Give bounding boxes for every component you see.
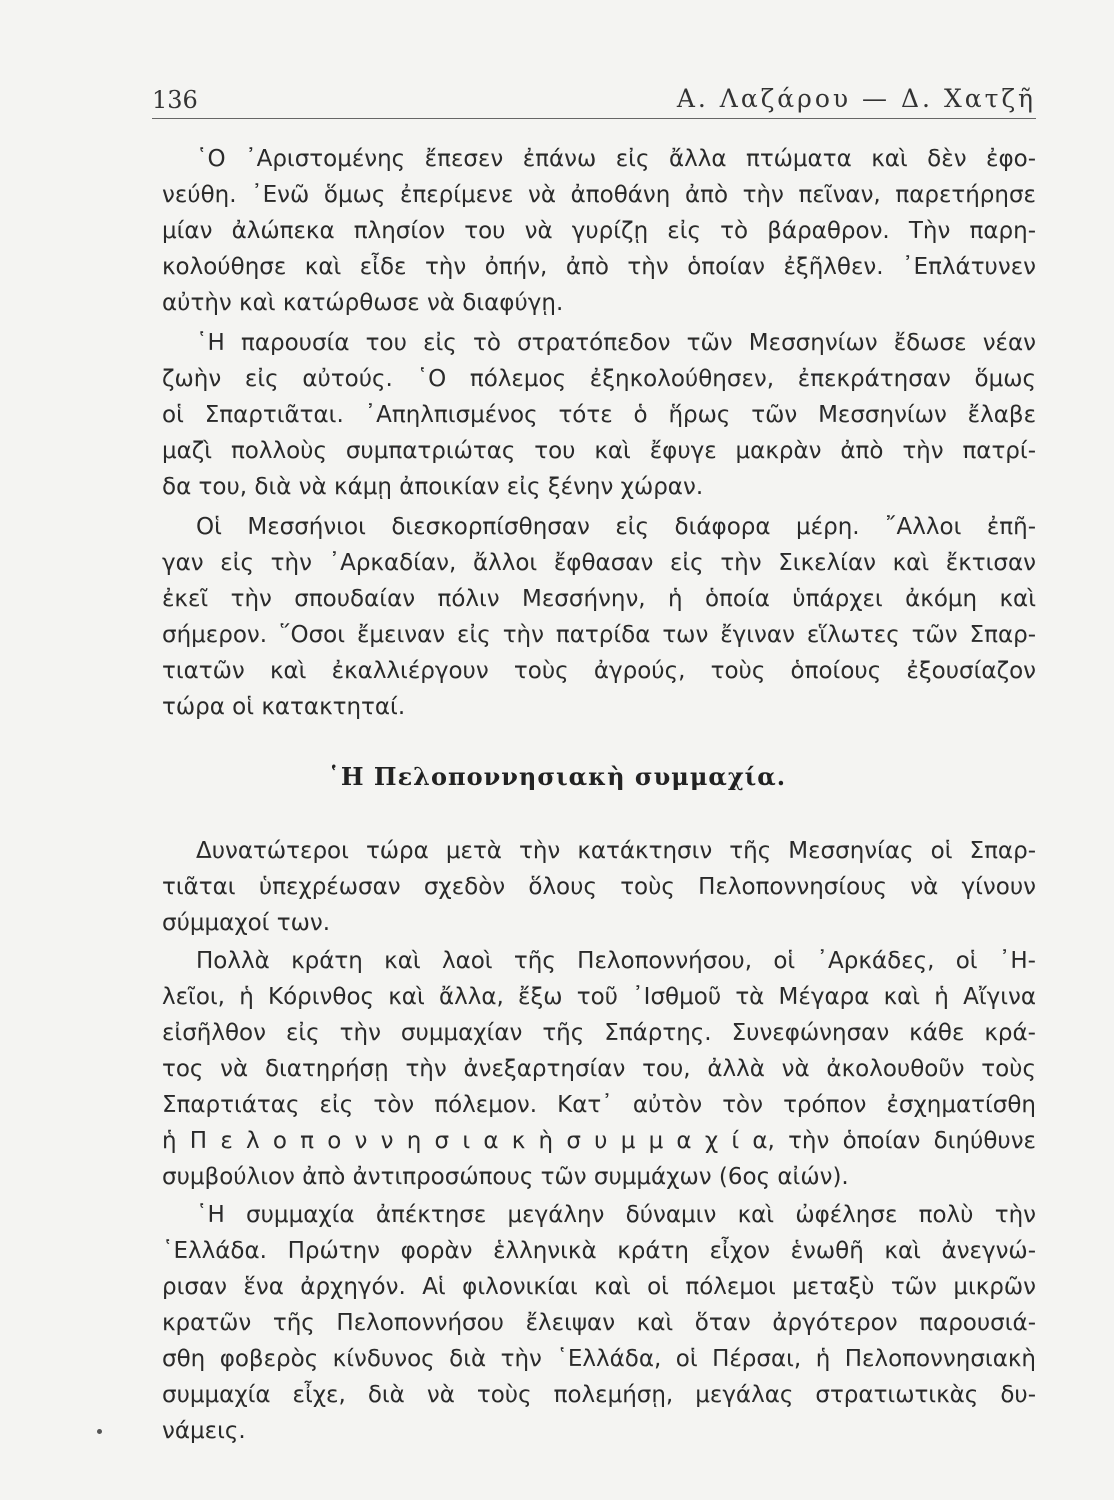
text-line: τος νὰ διατηρήσῃ τὴν ἀνεξαρτησίαν του, ἀλλὰ νὰ ἀκολουθοῦν τοὺς [162, 1056, 1036, 1082]
header-rule [152, 118, 1036, 119]
text-line: εἰσῆλθον εἰς τὴν συμμαχίαν τῆς Σπάρτης. Συνεφώνησαν κάθε κρά- [162, 1020, 1036, 1046]
text-line: μαζὶ πολλοὺς συμπατριώτας του καὶ ἔφυγε μακρὰν ἀπὸ τὴν πατρί- [162, 438, 1036, 464]
text-line: ἡ Π ε λ ο π ο ν ν η σ ι α κ ὴ σ υ μ μ α χ ί α, τὴν ὁποίαν διηύθυνε [162, 1128, 1036, 1154]
text-line: ρισαν ἕνα ἀρχηγόν. Αἱ φιλονικίαι καὶ οἱ πόλεμοι μεταξὺ τῶν μικρῶν [162, 1274, 1036, 1300]
section-heading: ῾Η Πελοποννησιακὴ συμμαχία. [327, 762, 787, 791]
text-line: γαν εἰς τὴν ᾿Αρκαδίαν, ἄλλοι ἔφθασαν εἰς τὴν Σικελίαν καὶ ἔκτισαν [162, 550, 1036, 576]
text-line: σθη φοβερὸς κίνδυνος διὰ τὴν ῾Ελλάδα, οἱ Πέρσαι, ἡ Πελοποννησιακὴ [162, 1346, 1036, 1372]
margin-dot [97, 1429, 102, 1434]
text-line: κολούθησε καὶ εἶδε τὴν ὀπήν, ἀπὸ τὴν ὁποίαν ἐξῆλθεν. ᾿Επλάτυνεν [162, 254, 1036, 280]
text-line: συμμαχία εἶχε, διὰ νὰ τοὺς πολεμήσῃ, μεγάλας στρατιωτικὰς δυ- [162, 1382, 1036, 1408]
text-line: τιᾶται ὑπεχρέωσαν σχεδὸν ὅλους τοὺς Πελοποννησίους νὰ γίνουν [162, 874, 1036, 900]
text-line: λεῖοι, ἡ Κόρινθος καὶ ἄλλα, ἔξω τοῦ ᾿Ισθμοῦ τὰ Μέγαρα καὶ ἡ Αἴγινα [162, 984, 1036, 1010]
text-line: ῾Ελλάδα. Πρώτην φορὰν ἑλληνικὰ κράτη εἶχον ἑνωθῆ καὶ ἀνεγνώ- [162, 1238, 1036, 1264]
text-line: ἐκεῖ τὴν σπουδαίαν πόλιν Μεσσήνην, ἡ ὁποία ὑπάρχει ἀκόμη καὶ [162, 586, 1036, 612]
page-header [152, 80, 1036, 120]
running-head: Α. Λαζάρου — Δ. Χατζῆ [676, 84, 1036, 113]
text-line: συμβούλιον ἀπὸ ἀντιπροσώπους τῶν συμμάχων (6ος αἰών). [162, 1164, 849, 1190]
text-line: νάμεις. [162, 1418, 246, 1444]
text-line: ζωὴν εἰς αὐτούς. ῾Ο πόλεμος ἐξηκολούθησεν, ἐπεκράτησαν ὅμως [162, 366, 1036, 392]
text-line: Οἱ Μεσσήνιοι διεσκορπίσθησαν εἰς διάφορα μέρη. ῎Αλλοι ἐπῆ- [196, 514, 1036, 540]
text-line: δα του, διὰ νὰ κάμῃ ἀποικίαν εἰς ξένην χώραν. [162, 474, 704, 500]
text-line: ῾Η παρουσία του εἰς τὸ στρατόπεδον τῶν Μεσσηνίων ἔδωσε νέαν [196, 330, 1036, 356]
text-line: ῾Η συμμαχία ἀπέκτησε μεγάλην δύναμιν καὶ ὠφέλησε πολὺ τὴν [196, 1202, 1036, 1228]
text-line: σήμερον. ῞Οσοι ἔμειναν εἰς τὴν πατρίδα των ἔγιναν εἵλωτες τῶν Σπαρ- [162, 622, 1036, 648]
text-line: οἱ Σπαρτιᾶται. ᾿Απηλπισμένος τότε ὁ ἥρως τῶν Μεσσηνίων ἔλαβε [162, 402, 1036, 428]
text-line: Σπαρτιάτας εἰς τὸν πόλεμον. Κατ᾿ αὐτὸν τὸν τρόπον ἐσχηματίσθη [162, 1092, 1036, 1118]
text-line: κρατῶν τῆς Πελοποννήσου ἔλειψαν καὶ ὅταν ἀργότερον παρουσιά- [162, 1310, 1036, 1336]
text-line: τώρα οἱ κατακτηταί. [162, 694, 406, 720]
text-line: τιατῶν καὶ ἐκαλλιέργουν τοὺς ἀγρούς, τοὺς ὁποίους ἐξουσίαζον [162, 658, 1036, 684]
text-line: Πολλὰ κράτη καὶ λαοὶ τῆς Πελοποννήσου, οἱ ᾿Αρκάδες, οἱ ᾿Η- [196, 948, 1036, 974]
text-line: ῾Ο ᾿Αριστομένης ἔπεσεν ἐπάνω εἰς ἄλλα πτώματα καὶ δὲν ἐφο- [196, 146, 1036, 172]
text-line: αὐτὴν καὶ κατώρθωσε νὰ διαφύγῃ. [162, 290, 564, 316]
text-line: μίαν ἀλώπεκα πλησίον του νὰ γυρίζῃ εἰς τὸ βάραθρον. Τὴν παρη- [162, 218, 1036, 244]
text-line: νεύθη. ᾿Ενῶ ὅμως ἐπερίμενε νὰ ἀποθάνη ἀπὸ τὴν πεῖναν, παρετήρησε [162, 182, 1036, 208]
text-line: σύμμαχοί των. [162, 910, 331, 936]
page-number: 136 [152, 86, 198, 114]
text-line: Δυνατώτεροι τώρα μετὰ τὴν κατάκτησιν τῆς Μεσσηνίας οἱ Σπαρ- [196, 838, 1036, 864]
